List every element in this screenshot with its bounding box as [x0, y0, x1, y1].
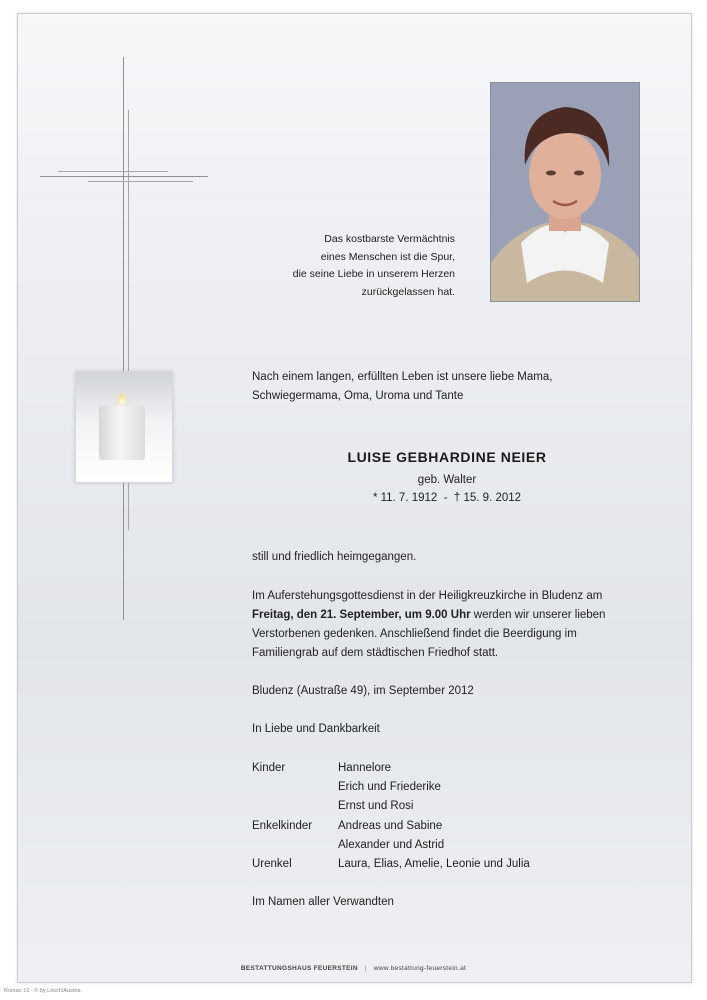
- family-row: [252, 855, 530, 874]
- cross-vertical-line: [123, 57, 124, 620]
- footer: [0, 965, 707, 972]
- family-names: Laura, Elias, Amelie, Leonie und Julia: [338, 857, 530, 870]
- family-names: Erich und Friederike: [338, 781, 441, 794]
- candle-icon: [99, 406, 145, 460]
- deceased-name: LUISE GEBHARDINE NEIER: [347, 449, 547, 465]
- company-name: BESTATTUNGSHAUS FEUERSTEIN: [240, 965, 358, 972]
- family-list: [252, 759, 530, 874]
- footer-separator: |: [364, 965, 367, 972]
- service-line-1: Im Auferstehungsgottesdienst in der Heiligkreuzkirche in Bludenz am: [252, 590, 603, 602]
- life-dates: * 11. 7. 1912 - † 15. 9. 2012: [372, 492, 522, 504]
- service-line-2-rest: werden wir unserer lieben: [470, 609, 606, 621]
- family-label: Urenkel: [252, 857, 292, 870]
- service-line-4: Familiengrab auf dem städtischen Friedhof statt.: [252, 647, 499, 659]
- closing-love: In Liebe und Dankbarkeit: [252, 723, 380, 735]
- portrait-illustration: [491, 83, 639, 301]
- cross-horizontal-line-lower: [88, 181, 193, 182]
- family-names: Hannelore: [338, 762, 392, 774]
- cross-horizontal-line-upper: [58, 171, 168, 172]
- portrait-photo: [490, 82, 640, 302]
- memorial-quote: [240, 231, 455, 301]
- intro-line-1: Nach einem langen, erfüllten Leben ist unsere liebe Mama,: [252, 371, 553, 383]
- quote-line: Das kostbarste Vermächtnis: [324, 233, 455, 245]
- family-label: Kinder: [252, 762, 286, 774]
- family-row: [252, 797, 530, 816]
- family-names: Alexander und Astrid: [338, 838, 445, 851]
- quote-line: die seine Liebe in unserem Herzen: [292, 268, 455, 280]
- quote-line: eines Menschen ist die Spur,: [320, 250, 455, 263]
- maiden-name: geb. Walter: [417, 474, 477, 486]
- service-line-3: Verstorbenen gedenken. Anschließend findet die Beerdigung im: [252, 628, 577, 640]
- service-line-2: [252, 606, 605, 625]
- corner-note: Roman 10 - © by Lösch/Austria: [4, 988, 81, 994]
- intro-line-2: Schwiegermama, Oma, Uroma und Tante: [252, 390, 464, 402]
- passing-text: still und friedlich heimgegangen.: [252, 551, 417, 563]
- closing-relatives: Im Namen aller Verwandten: [252, 896, 394, 908]
- service-date: Freitag, den 21. September, um 9.00 Uhr: [252, 609, 471, 621]
- place-date: Bludenz (Austraße 49), im September 2012: [252, 685, 474, 697]
- family-names: Andreas und Sabine: [338, 819, 443, 832]
- company-website: www.bestattung-feuerstein.at: [373, 965, 467, 972]
- quote-line: zurückgelassen hat.: [361, 285, 455, 298]
- family-names: Ernst und Rosi: [338, 800, 414, 813]
- family-row: [252, 817, 530, 836]
- candle-flame-icon: [119, 394, 125, 406]
- family-label: Enkelkinder: [252, 819, 313, 832]
- family-row: [252, 778, 530, 797]
- family-row: [252, 759, 530, 778]
- candle-image: [75, 371, 173, 483]
- cross-horizontal-line: [40, 176, 208, 177]
- family-row: [252, 836, 530, 855]
